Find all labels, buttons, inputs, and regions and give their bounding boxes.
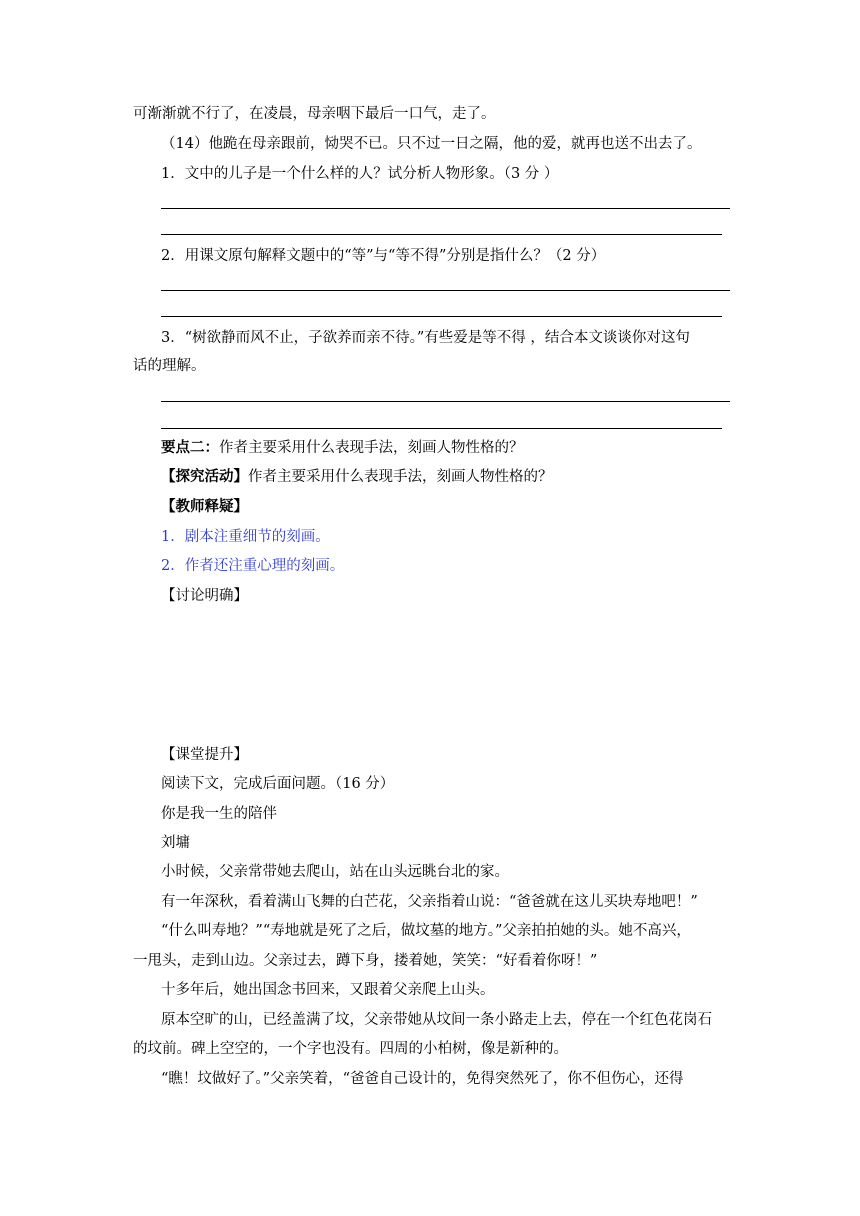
teacher-item-2: 2．作者还注重心理的刻画。 [161, 558, 345, 574]
paragraph-line: 十多年后，她出国念书回来，又跟着父亲爬上山头。 [161, 982, 495, 998]
discuss-label: 【讨论明确】 [161, 588, 248, 604]
paragraph-line: 原本空旷的山，已经盖满了坟，父亲带她从坟间一条小路走上去，停在一个红色花岗石 [161, 1012, 712, 1028]
answer-line [161, 428, 722, 429]
explore-label: 【探究活动】 [161, 468, 248, 485]
question-2: 2．用课文原句解释文题中的“等”与“等不得”分别是指什么？（2 分） [161, 248, 606, 264]
question-1: 1．文中的儿子是一个什么样的人？试分析人物形象。（3 分 ） [161, 166, 559, 182]
key-point [161, 438, 524, 458]
answer-line [161, 316, 722, 317]
key-point-text: 作者主要采用什么表现手法，刻画人物性格的？ [219, 440, 524, 456]
answer-line [161, 234, 722, 235]
answer-line [161, 208, 730, 209]
teacher-label: 【教师释疑】 [161, 498, 248, 515]
teacher-item-1: 1．剧本注重细节的刻画。 [161, 529, 330, 545]
line-top-2: （14）他跪在母亲跟前，恸哭不已。只不过一日之隔，他的爱，就再也送不出去了。 [161, 136, 702, 152]
answer-line [161, 290, 730, 291]
line-top-1: 可渐渐就不行了，在凌晨，母亲咽下最后一口气，走了。 [133, 106, 496, 122]
key-point-label: 要点二： [161, 439, 219, 456]
classroom-instruction: 阅读下文，完成后面问题。（16 分） [161, 776, 395, 792]
explore-text: 作者主要采用什么表现手法，刻画人物性格的？ [248, 469, 553, 485]
paragraph-line: “什么叫寿地？”“寿地就是死了之后，做坟墓的地方。”父亲拍拍她的头。她不高兴， [161, 923, 691, 939]
paragraph-line: 小时候，父亲常带她去爬山，站在山头远眺台北的家。 [161, 864, 509, 880]
question-3-line-1: 3．“树欲静而风不止，子欲养而亲不待。”有些爱是等不得 ，结合本文谈谈你对这句 [161, 330, 690, 346]
article-title: 你是我一生的陪伴 [161, 806, 277, 822]
explore-activity [161, 467, 553, 487]
paragraph-line: “瞧！坟做好了。”父亲笑着，“爸爸自己设计的，免得突然死了，你不但伤心，还得 [161, 1071, 684, 1087]
classroom-label: 【课堂提升】 [161, 747, 248, 763]
question-3-line-2: 话的理解。 [133, 358, 206, 374]
article-author: 刘墉 [161, 835, 190, 851]
paragraph-line: 的坟前。碑上空空的，一个字也没有。四周的小柏树，像是新种的。 [133, 1041, 568, 1057]
paragraph-line: 有一年深秋，看着满山飞舞的白芒花，父亲指着山说：“爸爸就在这儿买块寿地吧！” [161, 894, 698, 910]
paragraph-line: 一甩头，走到山边。父亲过去，蹲下身，搂着她，笑笑：“好看着你呀！” [133, 953, 598, 969]
answer-line [161, 401, 730, 402]
